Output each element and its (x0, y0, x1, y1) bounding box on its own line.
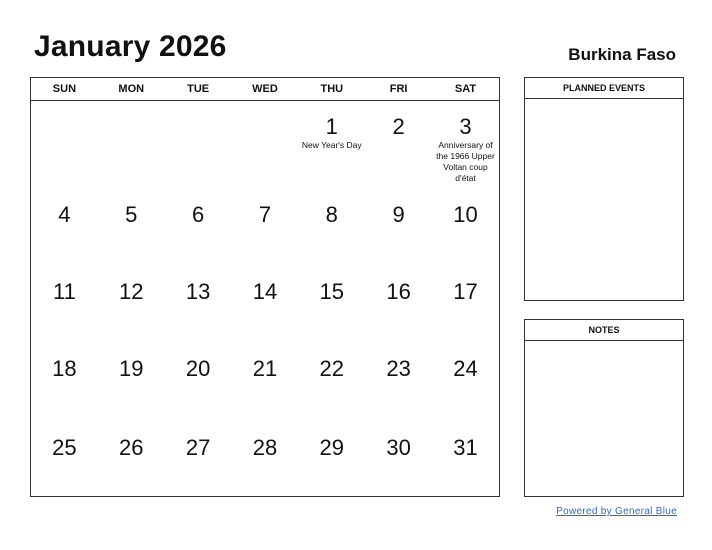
day-cell[interactable] (31, 422, 98, 499)
day-number (31, 101, 98, 115)
weekday-mon: MON (118, 83, 145, 95)
weekday-thu: THU (320, 83, 344, 95)
day-cell[interactable] (232, 189, 299, 266)
day-cell[interactable] (298, 189, 365, 266)
day-cell[interactable] (98, 422, 165, 499)
day-number: 14 (252, 279, 278, 304)
day-cell[interactable] (31, 266, 98, 343)
day-cell[interactable] (232, 266, 299, 343)
day-cell[interactable] (165, 266, 232, 343)
week-row (31, 266, 499, 343)
day-cell[interactable] (365, 189, 432, 266)
day-cell[interactable] (432, 343, 499, 420)
weekday-fri: FRI (389, 83, 408, 95)
day-number: 26 (119, 435, 144, 460)
day-cell[interactable] (432, 266, 499, 343)
day-number: 30 (386, 435, 411, 460)
day-number (165, 101, 232, 115)
week-row (31, 343, 499, 420)
calendar-grid (30, 77, 500, 497)
day-cell[interactable] (232, 101, 299, 178)
day-number: 17 (453, 279, 478, 304)
day-number: 15 (319, 279, 345, 304)
day-cell[interactable] (98, 189, 165, 266)
notes-header: NOTES (525, 320, 683, 341)
day-number: 6 (191, 202, 205, 227)
day-number: 28 (252, 435, 278, 460)
day-cell[interactable] (31, 343, 98, 420)
day-number: 1 (325, 114, 338, 139)
week-row (31, 101, 499, 183)
powered-by-link[interactable]: Powered by General Blue (556, 506, 677, 517)
week-row (31, 189, 499, 266)
day-number: 11 (53, 279, 76, 304)
day-number: 8 (325, 202, 338, 227)
day-cell[interactable] (365, 266, 432, 343)
day-number: 22 (319, 356, 345, 381)
day-number: 3 (459, 114, 472, 139)
day-number: 27 (185, 435, 211, 460)
day-cell[interactable] (365, 343, 432, 420)
planned-events-panel (524, 77, 684, 301)
day-cell[interactable] (165, 422, 232, 499)
weekday-header (31, 78, 499, 101)
day-cell[interactable] (98, 266, 165, 343)
day-number: 20 (185, 356, 211, 381)
day-number: 23 (386, 356, 411, 381)
planned-events-header: PLANNED EVENTS (525, 78, 683, 99)
day-number: 31 (453, 435, 478, 460)
day-cell[interactable] (31, 189, 98, 266)
day-number: 7 (258, 202, 272, 227)
day-cell[interactable] (232, 422, 299, 499)
day-number: 18 (52, 356, 77, 381)
day-number: 10 (453, 202, 478, 227)
weekday-wed: WED (252, 83, 278, 95)
notes-panel (524, 319, 684, 497)
day-cell[interactable] (298, 422, 365, 499)
day-number: 25 (52, 435, 77, 460)
day-number: 21 (252, 356, 278, 381)
day-number: 16 (386, 279, 411, 304)
page-title: January 2026 (34, 30, 227, 63)
holiday-label: Anniversary of the 1966 Upper Voltan coup d'état (436, 140, 495, 183)
day-cell[interactable] (31, 101, 98, 178)
day-number: 19 (119, 356, 144, 381)
day-cell[interactable] (165, 101, 232, 178)
day-number: 2 (392, 114, 405, 139)
weekday-tue: TUE (187, 83, 210, 95)
day-cell[interactable] (98, 343, 165, 420)
day-cell[interactable] (365, 101, 432, 178)
day-cell[interactable] (165, 343, 232, 420)
day-number (98, 101, 165, 115)
day-number: 29 (319, 435, 345, 460)
weekday-sun: SUN (52, 83, 77, 95)
day-cell[interactable] (98, 101, 165, 178)
day-cell[interactable] (298, 266, 365, 343)
day-cell[interactable] (432, 101, 499, 183)
day-cell[interactable] (432, 189, 499, 266)
day-cell[interactable] (298, 101, 365, 178)
day-number: 4 (58, 202, 71, 227)
day-cell[interactable] (165, 189, 232, 266)
day-cell[interactable] (432, 422, 499, 499)
week-row (31, 422, 499, 499)
day-number (232, 101, 299, 115)
day-cell[interactable] (232, 343, 299, 420)
day-number: 5 (125, 202, 138, 227)
day-cell[interactable] (365, 422, 432, 499)
day-number: 13 (185, 279, 211, 304)
day-number: 24 (453, 356, 478, 381)
country-label: Burkina Faso (568, 45, 676, 64)
weekday-sat: SAT (454, 83, 477, 95)
day-number: 9 (392, 202, 405, 227)
holiday-label: New Year's Day (301, 140, 362, 150)
day-number: 12 (119, 279, 144, 304)
day-cell[interactable] (298, 343, 365, 420)
